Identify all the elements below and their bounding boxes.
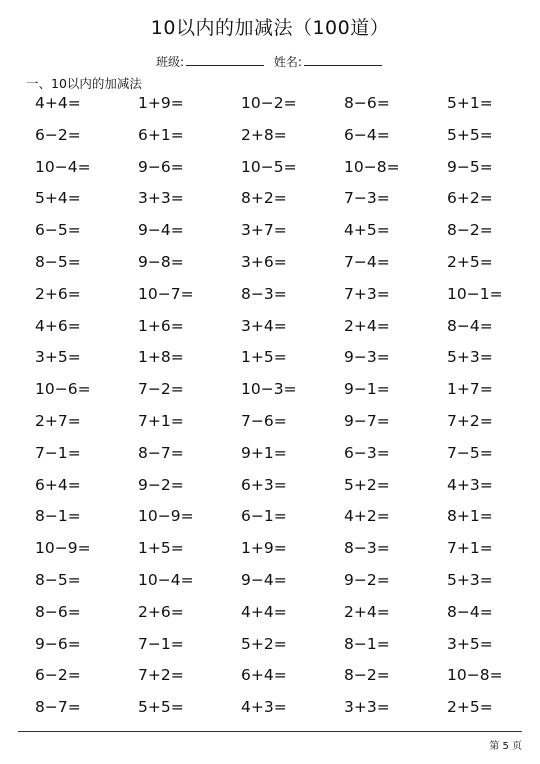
math-problem: 9−1= [344,380,390,399]
math-problem: 4+5= [344,221,390,240]
math-problem: 7−5= [447,443,493,462]
math-problem: 6−3= [344,443,390,462]
math-problem: 2+6= [35,284,81,303]
math-problem: 8−7= [138,443,184,462]
math-problem: 1+9= [138,94,184,112]
math-problem: 10−3= [241,380,297,399]
math-problem: 8−4= [447,602,493,621]
math-problem: 9−6= [138,157,184,176]
math-problem: 3+5= [447,634,493,653]
math-problem: 8−2= [344,666,390,685]
math-problem: 10−7= [138,284,194,303]
math-problem: 5+5= [447,125,493,144]
class-blank-field [186,55,264,66]
math-problem: 3+3= [138,189,184,208]
math-problem: 7+3= [344,284,390,303]
math-problem: 8−7= [35,698,81,717]
math-problem: 2+5= [447,698,493,717]
class-label: 班级: [156,55,185,69]
math-problem: 5+2= [344,475,390,494]
math-problem: 6−2= [35,666,81,685]
math-problem: 2+8= [241,125,287,144]
math-problem: 8−5= [35,570,81,589]
math-problem: 10−2= [241,94,297,112]
math-problem: 7−1= [35,443,81,462]
math-problem: 6−5= [35,221,81,240]
section-title: 一、10以内的加减法 [26,76,142,91]
math-problem: 9−4= [241,570,287,589]
math-problem: 7−1= [138,634,184,653]
math-problem: 8−3= [344,539,390,558]
math-problem: 6−4= [344,125,390,144]
math-problem: 4+2= [344,507,390,526]
math-problem: 10−9= [35,539,91,558]
math-problem: 10−4= [35,157,91,176]
math-problem: 3+7= [241,221,287,240]
math-problem: 1+8= [138,348,184,367]
name-blank-field [304,55,382,66]
math-problem: 4+3= [241,698,287,717]
math-problem: 10−6= [35,380,91,399]
math-problem: 8−3= [241,284,287,303]
math-problem: 3+3= [344,698,390,717]
math-problem: 6+4= [35,475,81,494]
math-problem: 3+4= [241,316,287,335]
math-problem: 2+7= [35,411,81,430]
math-problem: 7−6= [241,411,287,430]
math-problem: 8+2= [241,189,287,208]
math-problem: 9−4= [138,221,184,240]
math-problem: 7+2= [138,666,184,685]
math-problem: 5+1= [447,94,493,112]
math-problem: 1+6= [138,316,184,335]
math-problem: 7−3= [344,189,390,208]
math-problem: 9+1= [241,443,287,462]
math-problem: 6+3= [241,475,287,494]
math-problem: 8−2= [447,221,493,240]
math-problem: 2+6= [138,602,184,621]
math-problem: 9−6= [35,634,81,653]
math-problem: 7+1= [138,411,184,430]
math-problem: 3+6= [241,252,287,271]
math-problem: 10−8= [447,666,503,685]
student-info-line [156,53,388,70]
math-problem: 8−4= [447,316,493,335]
math-problem: 6−1= [241,507,287,526]
math-problem: 8−1= [344,634,390,653]
math-problem: 6+2= [447,189,493,208]
page-title: 10以内的加减法（100道） [150,17,390,39]
math-problem: 5+3= [447,570,493,589]
math-problem: 10−8= [344,157,400,176]
math-problem: 6+4= [241,666,287,685]
footer-divider [18,731,522,732]
math-problem: 9−3= [344,348,390,367]
math-problem: 9−2= [138,475,184,494]
math-problem: 1+9= [241,539,287,558]
math-problem: 1+5= [241,348,287,367]
math-problem: 10−1= [447,284,503,303]
math-problem: 8−1= [35,507,81,526]
math-problem: 4+4= [35,94,81,112]
math-problem: 9−8= [138,252,184,271]
math-problem: 2+4= [344,316,390,335]
math-problem: 7+1= [447,539,493,558]
name-label: 姓名: [273,55,302,69]
math-problem: 5+5= [138,698,184,717]
math-problem: 6−2= [35,125,81,144]
math-problem: 9−2= [344,570,390,589]
math-problem: 8−6= [344,94,390,112]
problem-grid [35,88,535,724]
page-number: 第 5 页 [489,741,522,752]
math-problem: 1+5= [138,539,184,558]
math-problem: 5+2= [241,634,287,653]
math-problem: 1+7= [447,380,493,399]
math-problem: 5+4= [35,189,81,208]
math-problem: 9−5= [447,157,493,176]
math-problem: 5+3= [447,348,493,367]
math-problem: 10−9= [138,507,194,526]
math-problem: 8−6= [35,602,81,621]
math-problem: 7−4= [344,252,390,271]
math-problem: 2+4= [344,602,390,621]
math-problem: 4+6= [35,316,81,335]
math-problem: 8−5= [35,252,81,271]
math-problem: 10−4= [138,570,194,589]
math-problem: 9−7= [344,411,390,430]
math-problem: 8+1= [447,507,493,526]
math-problem: 4+4= [241,602,287,621]
math-problem: 7+2= [447,411,493,430]
math-problem: 3+5= [35,348,81,367]
math-problem: 4+3= [447,475,493,494]
math-problem: 10−5= [241,157,297,176]
math-problem: 7−2= [138,380,184,399]
math-problem: 6+1= [138,125,184,144]
math-problem: 2+5= [447,252,493,271]
